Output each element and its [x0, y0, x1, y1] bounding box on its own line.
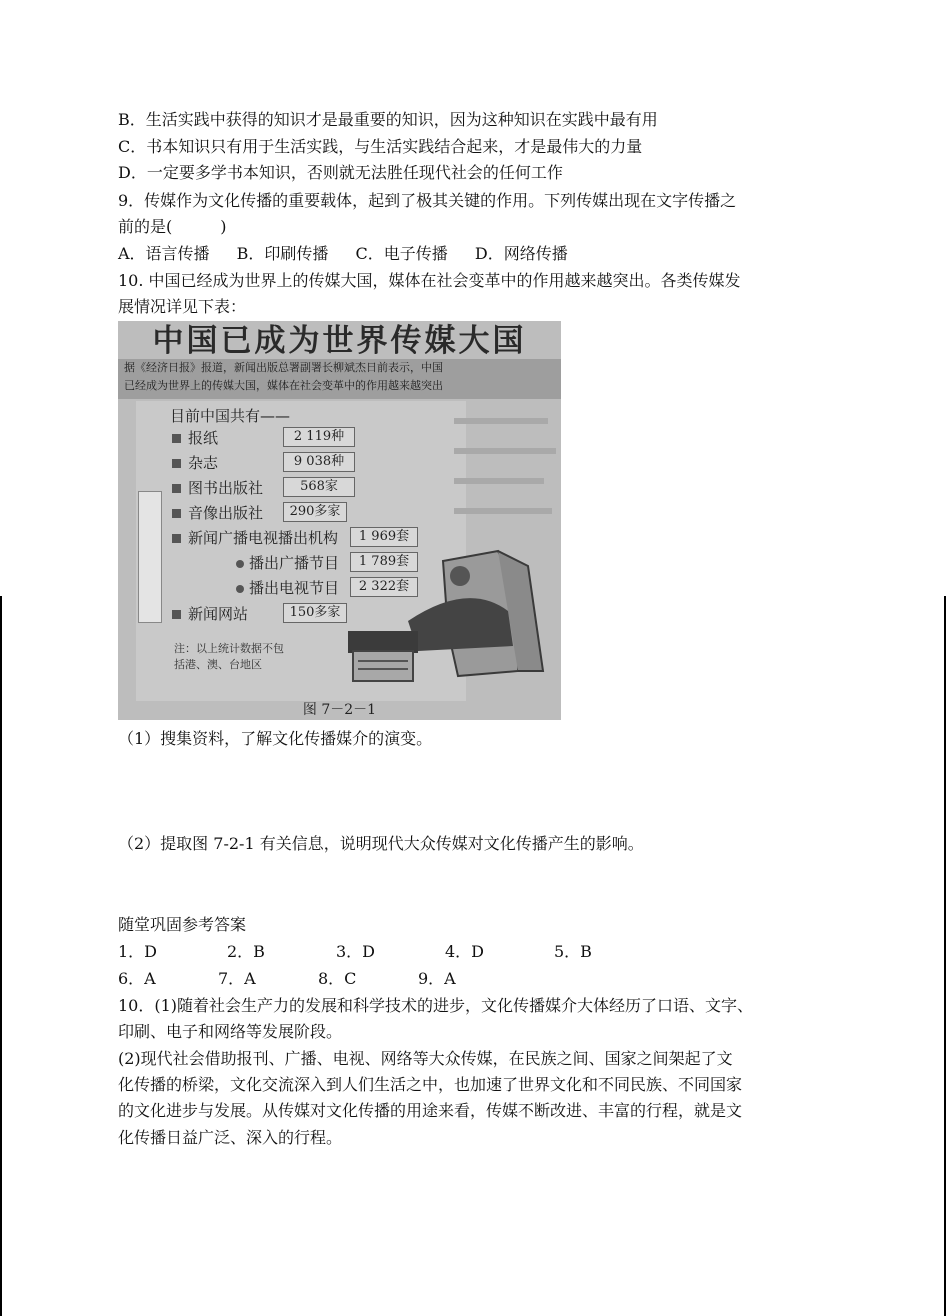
row-magazine: 杂志: [172, 452, 218, 473]
value-newspaper: 2 119种: [283, 427, 355, 447]
q10-stem-line1: 10. 中国已经成为世界上的传媒大国，媒体在社会变革中的作用越来越突出。各类传媒发: [118, 271, 741, 290]
page-edge-right: [944, 596, 946, 1316]
q9-option-a: A．语言传播: [118, 244, 210, 263]
faded-background-text: [448, 401, 561, 531]
q9-option-c: C．电子传播: [355, 244, 448, 263]
answer-6: 6．A: [118, 969, 156, 988]
figure-banner: [118, 359, 561, 399]
q10-sub1: （1）搜集资料，了解文化传播媒介的演变。: [118, 729, 433, 748]
row-news-websites: 新闻网站: [172, 603, 248, 624]
figure-title: 中国已成为世界传媒大国: [152, 323, 527, 359]
answer-10-line5: 的文化进步与发展。从传媒对文化传播的用途来看，传媒不断改进、丰富的行程，就是文: [118, 1101, 743, 1120]
answer-2: 2．B: [227, 942, 265, 961]
media-statistics-figure: [118, 321, 561, 720]
q10-stem-line2: 展情况详见下表：: [118, 297, 247, 316]
row-broadcast-orgs: 新闻广播电视播出机构: [172, 527, 338, 548]
answer-10-line4: 化传播的桥梁，文化交流深入到人们生活之中，也加速了世界文化和不同民族、不同国家: [118, 1075, 743, 1094]
armchair-reader-illustration: [348, 521, 558, 691]
value-tv-programs: 2 322套: [350, 577, 418, 597]
answer-10-line1: 10．(1)随着社会生产力的发展和科学技术的进步，文化传播媒介大体经历了口语、文字、: [118, 996, 754, 1015]
figure-banner-line2: 已经成为世界上的传媒大国，媒体在社会变革中的作用越来越突出: [124, 379, 443, 392]
option-b: B．生活实践中获得的知识才是最重要的知识，因为这种知识在实践中最有用: [118, 110, 658, 129]
value-radio-programs: 1 789套: [350, 552, 418, 572]
answer-10-line2: 印刷、电子和网络等发展阶段。: [118, 1022, 343, 1041]
answer-9: 9．A: [418, 969, 456, 988]
answer-10-line3: (2)现代社会借助报刊、广播、电视、网络等大众传媒，在民族之间、国家之间架起了文: [118, 1049, 733, 1068]
decorative-scroll: [138, 491, 162, 623]
page-edge-left: [0, 596, 2, 1316]
answer-3: 3．D: [336, 942, 376, 961]
q9-stem-line1: 9．传媒作为文化传播的重要载体，起到了极其关键的作用。下列传媒出现在文字传播之: [118, 191, 737, 210]
answer-4: 4．D: [445, 942, 485, 961]
value-news-websites: 150多家: [283, 603, 347, 623]
answer-1: 1．D: [118, 942, 158, 961]
value-magazine: 9 038种: [283, 452, 355, 472]
q10-sub2: （2）提取图 7-2-1 有关信息，说明现代大众传媒对文化传播产生的影响。: [118, 834, 644, 853]
figure-note: 注：以上统计数据不包 括港、澳、台地区: [174, 642, 284, 671]
answers-title: 随堂巩固参考答案: [118, 915, 247, 934]
q9-option-b: B．印刷传播: [236, 244, 329, 263]
value-av-publishers: 290多家: [283, 502, 347, 522]
q9-stem-line2: 前的是( ): [118, 217, 227, 236]
value-broadcast-orgs: 1 969套: [350, 527, 418, 547]
answer-7: 7．A: [218, 969, 256, 988]
answer-10-line6: 化传播日益广泛、深入的行程。: [118, 1128, 343, 1147]
value-book-publishers: 568家: [283, 477, 355, 497]
answer-5: 5．B: [554, 942, 592, 961]
row-radio-programs: 播出广播节目: [236, 552, 339, 573]
row-tv-programs: 播出电视节目: [236, 577, 339, 598]
answers-row2: [118, 966, 518, 992]
q9-options: [118, 241, 590, 267]
row-book-publishers: 图书出版社: [172, 477, 263, 498]
figure-header: 目前中国共有——: [170, 407, 291, 425]
figure-caption: 图 7－2－1: [302, 702, 377, 718]
answers-row1: [118, 939, 663, 965]
row-av-publishers: 音像出版社: [172, 502, 263, 523]
row-newspaper: 报纸: [172, 427, 218, 448]
option-c: C．书本知识只有用于生活实践，与生活实践结合起来，才是最伟大的力量: [118, 137, 643, 156]
figure-banner-line1: 据《经济日报》报道，新闻出版总署副署长柳斌杰日前表示，中国: [124, 361, 443, 374]
option-d: D．一定要多学书本知识，否则就无法胜任现代社会的任何工作: [118, 163, 563, 182]
q9-option-d: D．网络传播: [474, 244, 568, 263]
answer-8: 8．C: [318, 969, 357, 988]
